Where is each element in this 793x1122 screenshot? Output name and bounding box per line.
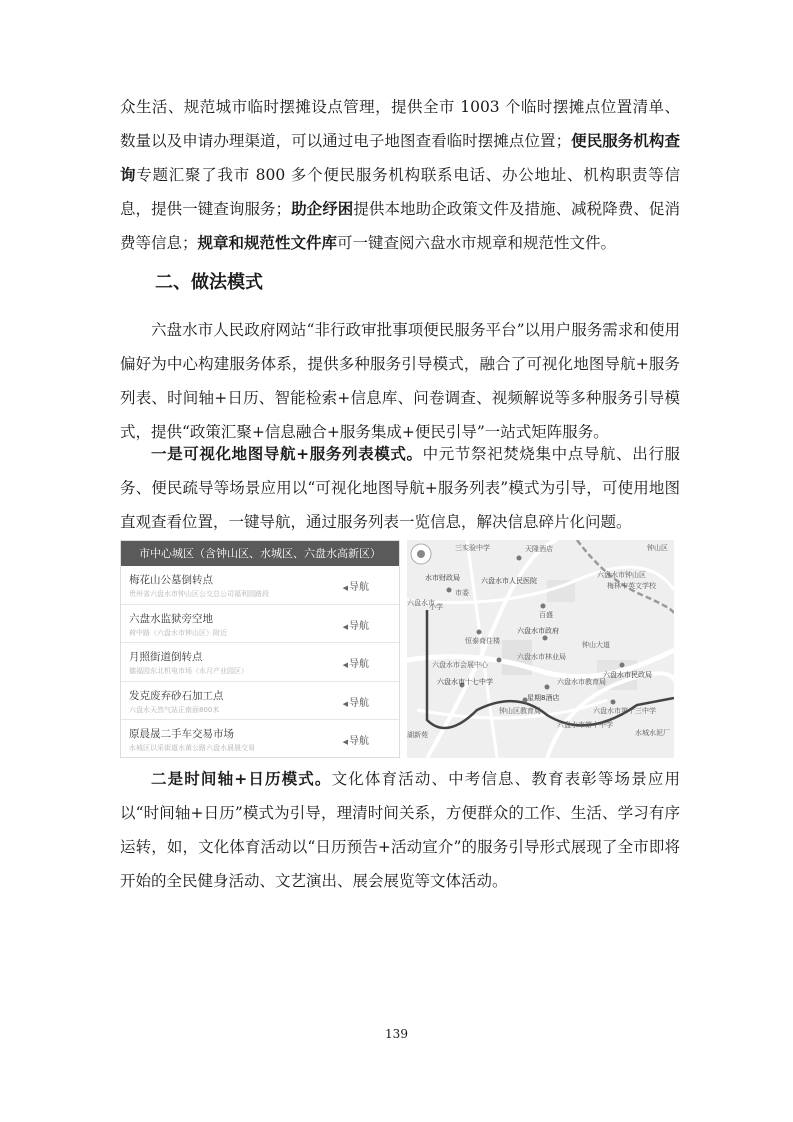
list-item-address: 贵州省六盘水市钟山区公交总公司福利园路段 [129, 590, 269, 598]
map-label: 梅林中英文学校 [607, 582, 656, 590]
list-item[interactable] [121, 605, 399, 644]
body-paragraph-1 [120, 90, 680, 260]
navigation-arrow-icon: ◀ [342, 738, 348, 746]
map-label: 六盘水市第十三中学 [593, 707, 656, 715]
navigate-button[interactable]: ◀导航 [342, 620, 369, 632]
bold-term: 助企纾困 [291, 200, 354, 218]
map-view[interactable] [407, 540, 674, 758]
list-item-title: 六盘水监狱旁空地 [129, 612, 213, 625]
paragraph-text: 可一键查阅六盘水市规章和规范性文件。 [337, 234, 617, 252]
map-label: 百盛 [539, 611, 553, 619]
navigate-button[interactable]: ◀导航 [342, 697, 369, 709]
navigate-button[interactable]: ◀导航 [342, 582, 369, 593]
map-label: 钟山区 [647, 544, 668, 552]
section-heading: 二、做法模式 [155, 272, 263, 293]
map-label: 六盘水市政府 [517, 627, 559, 635]
navigation-arrow-icon: ◀ [342, 661, 348, 669]
list-item[interactable] [121, 720, 399, 758]
map-label: 市委 [455, 589, 469, 597]
bold-term: 便民服务机构查询 [120, 132, 680, 184]
navigation-arrow-icon: ◀ [342, 699, 348, 708]
navigation-arrow-icon: ◀ [342, 622, 348, 631]
map-label: 六盘水市 [407, 599, 435, 607]
paragraph-text: 文化体育活动、中考信息、教育表彰等场景应用以“时间轴+日历”模式为引导，理清时间关系，方便群众的工作、生活、学习有序运转，如，文化体育活动以“日历预告+活动宣介”的服务引导形式展现了全市即将开始的全民健身活动、文艺演出、展会展览等文体活动。 [120, 770, 680, 890]
list-item[interactable] [121, 643, 399, 682]
map-label: 六盘水市人民医院 [481, 577, 537, 585]
map-label: 六盘水市会展中心 [432, 661, 488, 669]
list-item-address: 荷中路（六盘水市钟山区）附近 [129, 628, 227, 637]
list-item-title: 月照街道倒转点 [129, 651, 203, 663]
map-label: 恒泰商住楼 [465, 637, 500, 645]
paragraph-text: 中元节祭祀焚烧集中点导航、出行服务、便民疏导等场景应用以“可视化地图导航+服务列表”模式为引导，可使用地图直观查看位置，一键导航，通过服务列表一览信息，解决信息碎片化问题。 [120, 445, 680, 531]
map-label: 水市财政局 [425, 574, 460, 582]
map-label: 钟山区教育局 [499, 707, 541, 715]
map-label: 六盘水市十七中学 [437, 678, 493, 686]
page-number: 139 [385, 1027, 408, 1041]
map-label: 六盘水市钟山区 [597, 571, 646, 579]
list-item[interactable] [121, 566, 399, 605]
map-label: 小学 [429, 603, 443, 611]
navigate-button[interactable]: ◀导航 [342, 736, 369, 747]
bold-lead: 二是时间轴+日历模式。 [151, 770, 332, 788]
map-label: 水城水泥厂 [635, 729, 670, 737]
service-list-panel [120, 540, 400, 758]
body-paragraph-4 [120, 762, 680, 898]
map-label: 天隆酒店 [525, 545, 553, 553]
map-label: 湖新苑 [407, 731, 428, 739]
map-label: 六盘水市教育局 [557, 678, 606, 686]
map-label: 三实验中学 [455, 544, 490, 552]
map-label: 钟山大道 [582, 641, 610, 649]
list-item-title: 发克废弃砂石加工点 [129, 689, 224, 702]
map-label: 星期8酒店 [527, 694, 560, 702]
map-label: 六盘水市林业局 [517, 653, 566, 661]
list-item-title: 原晨晟二手车交易市场 [129, 728, 234, 740]
map-label: 六盘水市民政局 [603, 671, 652, 679]
paragraph-text: 众生活、规范城市临时摆摊设点管理，提供全市 1003 个临时摆摊点位置清单、数量以及申请办理渠道，可以通过电子地图查看临时摆摊点位置； [120, 98, 680, 150]
list-item-title: 梅花山公墓倒转点 [129, 574, 213, 586]
list-item[interactable] [121, 682, 399, 721]
paragraph-text: 专题汇聚了我市 800 多个便民服务机构联系电话、办公地址、机构职责等信息，提供一键查询服务； [120, 166, 680, 218]
paragraph-text: 提供本地助企政策文件及措施、减税降费、促消费等信息； [120, 200, 680, 252]
body-paragraph-3 [120, 437, 680, 539]
list-item-address: 德福园东北机电市场（水月产业园区） [129, 667, 248, 675]
bold-term: 规章和规范性文件库 [197, 234, 338, 252]
list-item-address: 六盘水天然气站正南面800米 [129, 705, 220, 714]
list-header: 市中心城区（含钟山区、水城区、六盘水高新区） [121, 541, 399, 566]
navigation-arrow-icon: ◀ [342, 584, 348, 592]
bold-lead: 一是可视化地图导航+服务列表模式。 [151, 445, 423, 463]
map-label: 六盘水市第十中学 [557, 721, 613, 729]
list-item-address: 水城区以采街道水黄公路六盘水晨晟交易 [129, 744, 255, 752]
body-paragraph-2: 六盘水市人民政府网站“非行政审批事项便民服务平台”以用户服务需求和使用偏好为中心构建服务体系，提供多种服务引导模式，融合了可视化地图导航+服务列表、时间轴+日历、智能检索+信息库、问卷调查、视频解说等多种服务引导模式，提供“政策汇聚+信息融合+服务集成+便民引导”一站式矩阵服务。 [120, 321, 680, 441]
navigate-button[interactable]: ◀导航 [342, 659, 369, 670]
